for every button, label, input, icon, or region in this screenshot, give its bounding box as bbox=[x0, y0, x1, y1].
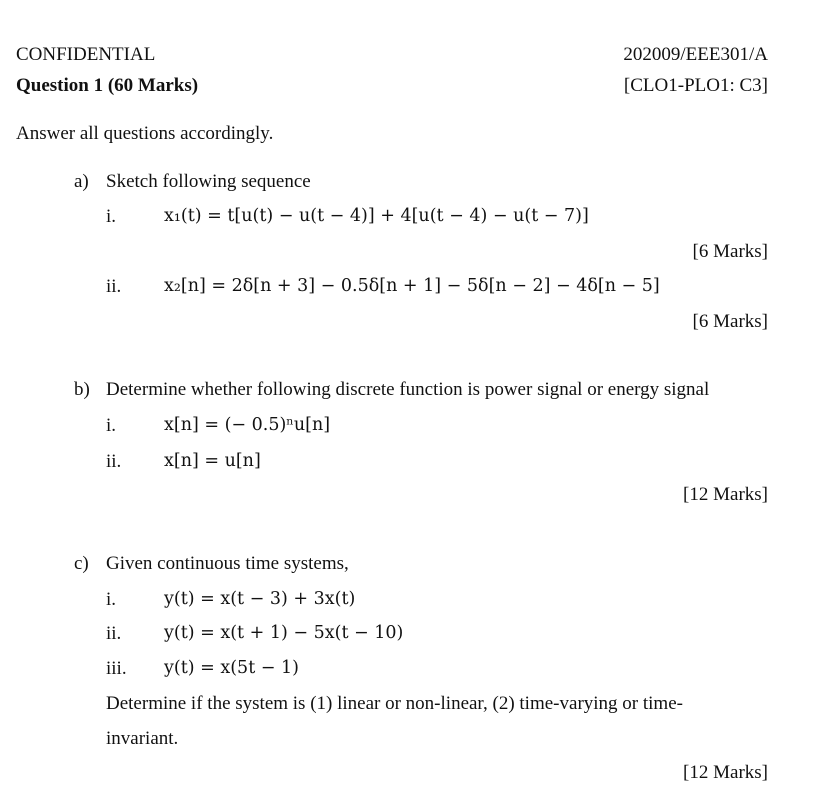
part-c-item-2-number: ii. bbox=[106, 623, 122, 644]
intro-text: Answer all questions accordingly. bbox=[16, 123, 274, 144]
confidential-label: CONFIDENTIAL bbox=[16, 44, 156, 65]
part-c-instruction-line-2: invariant. bbox=[106, 728, 179, 749]
part-a-item-2-marks: [6 Marks] bbox=[692, 311, 768, 332]
part-c-item-3-equation: y(t) = x(5t − 1) bbox=[164, 658, 299, 678]
part-c-marks: [12 Marks] bbox=[683, 762, 768, 783]
part-c-item-1-number: i. bbox=[106, 589, 117, 610]
part-a-item-2-equation: x₂[n] = 2δ[n + 3] − 0.5δ[n + 1] − 5δ[n − 2] − 4δ[n − 5] bbox=[164, 276, 660, 296]
clo-label: [CLO1-PLO1: C3] bbox=[623, 75, 768, 96]
question-title: Question 1 (60 Marks) bbox=[16, 75, 199, 96]
part-c-label: c) bbox=[74, 553, 89, 574]
part-b-item-2-number: ii. bbox=[106, 451, 122, 472]
part-b-prompt: Determine whether following discrete function is power signal or energy signal bbox=[106, 379, 710, 400]
part-a-item-1-equation: x₁(t) = t[u(t) − u(t − 4)] + 4[u(t − 4) − u(t − 7)] bbox=[164, 206, 589, 226]
part-a-item-1-marks: [6 Marks] bbox=[692, 241, 768, 262]
part-c-item-2-equation: y(t) = x(t + 1) − 5x(t − 10) bbox=[164, 623, 404, 643]
part-a-label: a) bbox=[74, 171, 89, 192]
part-b-label: b) bbox=[74, 379, 90, 400]
part-b-item-1-equation: x[n] = (− 0.5)ⁿu[n] bbox=[164, 415, 331, 435]
part-b-marks: [12 Marks] bbox=[683, 484, 768, 505]
part-b-item-1-number: i. bbox=[106, 415, 117, 436]
paper-code: 202009/EEE301/A bbox=[623, 44, 768, 65]
part-c-item-1-equation: y(t) = x(t − 3) + 3x(t) bbox=[164, 589, 356, 609]
part-c-item-3-number: iii. bbox=[106, 658, 127, 679]
part-a-item-1-number: i. bbox=[106, 206, 117, 227]
part-a-item-2-number: ii. bbox=[106, 276, 122, 297]
part-b-item-2-equation: x[n] = u[n] bbox=[164, 451, 261, 471]
part-c-instruction-line-1: Determine if the system is (1) linear or non-linear, (2) time-varying or time- bbox=[106, 693, 683, 714]
part-a-prompt: Sketch following sequence bbox=[106, 171, 311, 192]
part-c-prompt: Given continuous time systems, bbox=[106, 553, 349, 574]
